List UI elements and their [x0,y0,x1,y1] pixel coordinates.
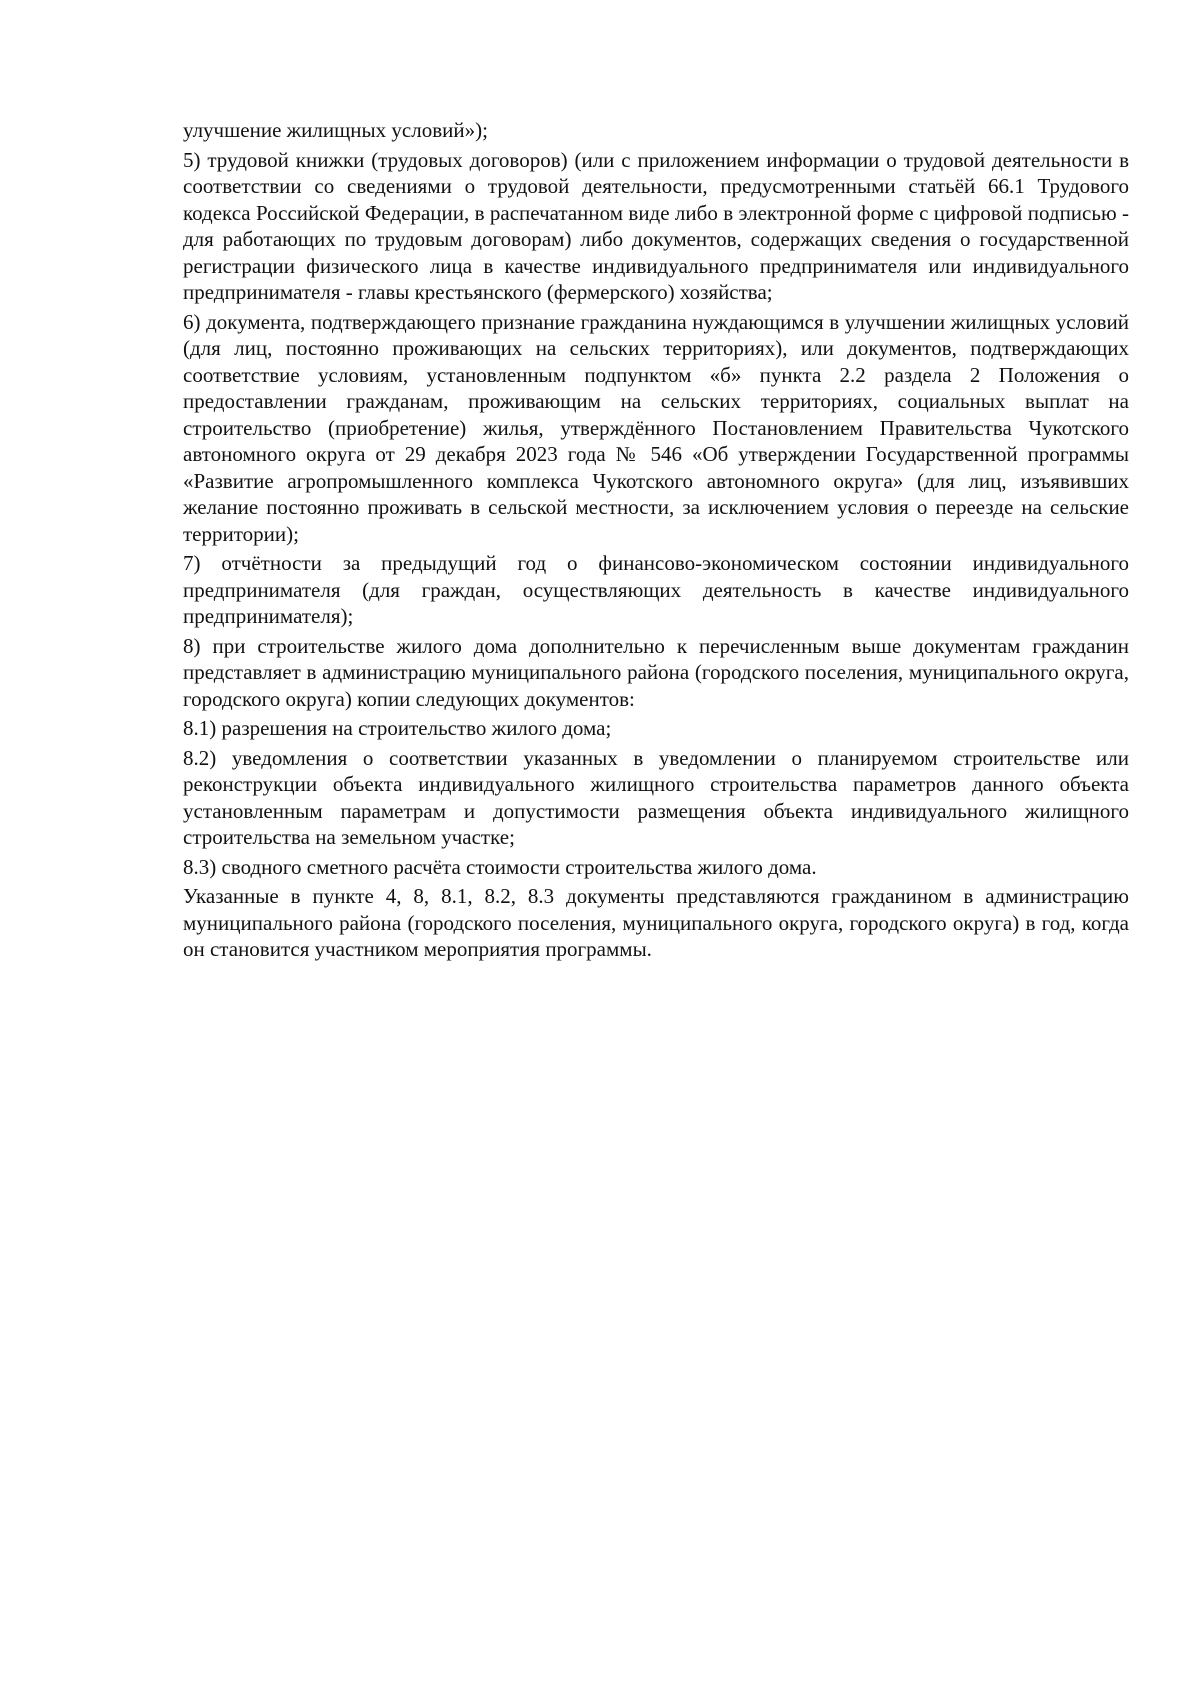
paragraph-continuation: улучшение жилищных условий»); [183,118,488,142]
paragraph-item-7: 7) отчётности за предыдущий год о финансово-экономическом состоянии индивидуального предпринимателя (для граждан, осуществляющих деятельность в качестве индивидуального предпринимателя); [183,551,1129,628]
paragraph-closing-note: Указанные в пункте 4, 8, 8.1, 8.2, 8.3 документы представляются гражданином в администрацию муниципального района (городского поселения, муниципального округа, городского округа) в год, когда он становится участником мероприятия программы. [183,884,1129,961]
paragraph-item-8-2: 8.2) уведомления о соответствии указанных в уведомлении о планируемом строительстве или реконструкции объекта индивидуального жилищного строительства параметров данного объекта установленным параметрам и допустимости размещения объекта индивидуального жилищного строительства на земельном участке; [183,745,1129,849]
paragraph-item-8-1: 8.1) разрешения на строительство жилого дома; [183,716,612,740]
paragraph-item-6: 6) документа, подтверждающего признание гражданина нуждающимся в улучшении жилищных условий (для лиц, постоянно проживающих на сельских территориях), или документов, подтверждающих соответствие условиям, установленным подпунктом «б» пункта 2.2 раздела 2 Положения о предоставлении гражданам, проживающим на сельских территориях, социальных выплат на строительство (приобретение) жилья, утверждённого Постановлением Правительства Чукотского автономного округа от 29 декабря 2023 года № 546 «Об утверждении Государственной программы «Развитие агропромышленного комплекса Чукотского автономного округа» (для лиц, изъявивших желание постоянно проживать в сельской местности, за исключением условия о переезде на сельские территории); [183,309,1129,546]
paragraph-item-5: 5) трудовой книжки (трудовых договоров) (или с приложением информации о трудовой деятельности в соответствии со сведениями о трудовой деятельности, предусмотренными статьёй 66.1 Трудового кодекса Российской Федерации, в распечатанном виде либо в электронной форме с цифровой подписью - для работающих по трудовым договорам) либо документов, содержащих сведения о государственной регистрации физического лица в качестве индивидуального предпринимателя или индивидуального предпринимателя - главы крестьянского (фермерского) хозяйства; [183,147,1129,304]
paragraph-item-8: 8) при строительстве жилого дома дополнительно к перечисленным выше документам гражданин представляет в администрацию муниципального района (городского поселения, муниципального округа, городского округа) копии следующих документов: [183,633,1129,711]
paragraph-item-8-3: 8.3) сводного сметного расчёта стоимости строительства жилого дома. [183,854,817,879]
document-body [183,117,1129,966]
